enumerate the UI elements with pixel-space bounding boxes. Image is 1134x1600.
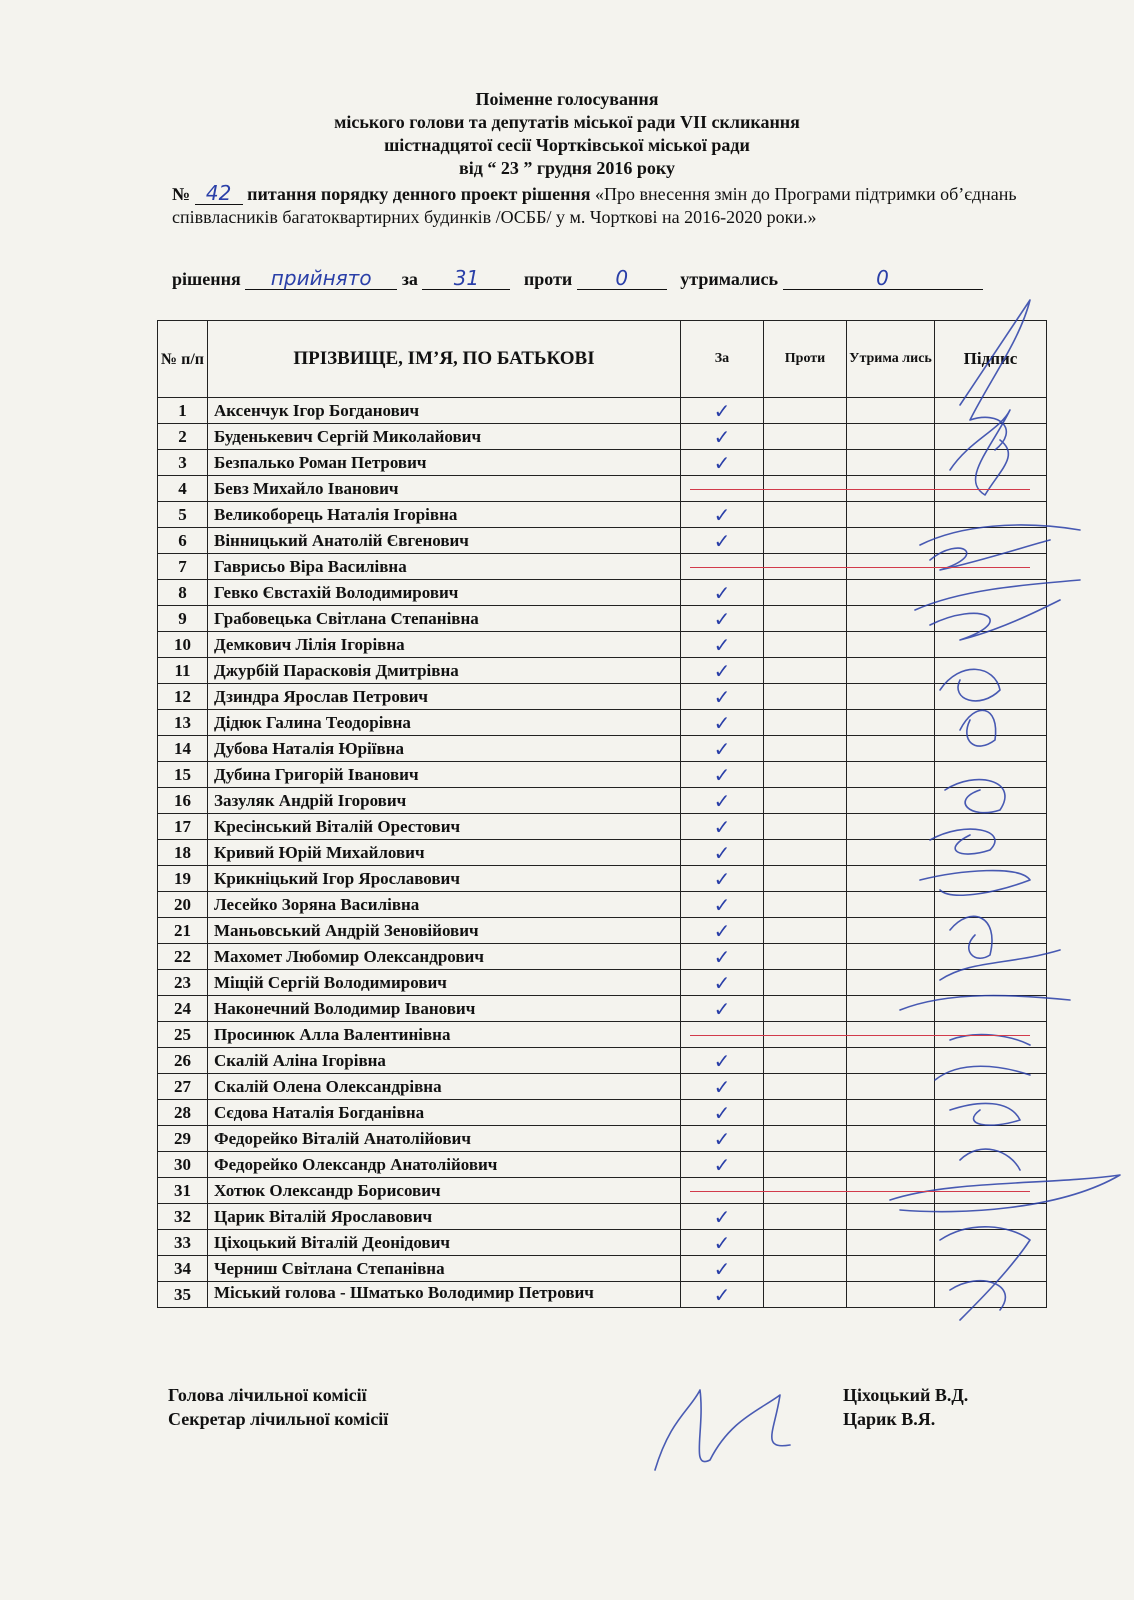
- vote-for-cell: [681, 762, 764, 788]
- chair-label: Голова лічильної комісії: [168, 1385, 367, 1405]
- signature-cell: [935, 502, 1047, 528]
- row-name: Джурбій Парасковія Дмитрівна: [208, 658, 681, 684]
- vote-abstain-cell: [847, 996, 935, 1022]
- vote-abstain-cell: [847, 1126, 935, 1152]
- vote-abstain-cell: [847, 1152, 935, 1178]
- vote-against-cell: [764, 502, 847, 528]
- vote-for-cell: [681, 1152, 764, 1178]
- vote-abstain-cell: [847, 840, 935, 866]
- table-row: [158, 1204, 1047, 1230]
- row-name: Ціхоцький Віталій Деонідович: [208, 1230, 681, 1256]
- vote-for-cell: [681, 1100, 764, 1126]
- question-paragraph: [172, 183, 1052, 229]
- table-row: [158, 1230, 1047, 1256]
- row-name: Царик Віталій Ярославович: [208, 1204, 681, 1230]
- absent-strike-line: [690, 489, 1030, 490]
- row-number: 20: [158, 892, 208, 918]
- vote-for-cell: [681, 996, 764, 1022]
- signature-cell: [935, 1048, 1047, 1074]
- vote-for-cell: [681, 736, 764, 762]
- vote-for-cell: [681, 1282, 764, 1308]
- row-name: Дубина Григорій Іванович: [208, 762, 681, 788]
- signature-cell: [935, 840, 1047, 866]
- row-name: Сєдова Наталія Богданівна: [208, 1100, 681, 1126]
- vote-for-cell: [681, 788, 764, 814]
- header-abstain: Утрима лись: [847, 321, 935, 398]
- row-number: 10: [158, 632, 208, 658]
- row-name: Міський голова - Шматько Володимир Петрович: [208, 1282, 681, 1308]
- table-row: [158, 762, 1047, 788]
- row-number: 25: [158, 1022, 208, 1048]
- vote-against-cell: [764, 632, 847, 658]
- signature-scribble: [655, 1390, 790, 1470]
- check-mark-icon: ✓: [713, 1256, 731, 1281]
- table-row: [158, 866, 1047, 892]
- table-row: [158, 788, 1047, 814]
- vote-abstain-cell: [847, 918, 935, 944]
- row-number: 28: [158, 1100, 208, 1126]
- row-number: 2: [158, 424, 208, 450]
- row-number: 12: [158, 684, 208, 710]
- doc-subtitle-session: шістнадцятої сесії Чортківської міської ради: [384, 135, 750, 155]
- row-number: 15: [158, 762, 208, 788]
- vote-against-cell: [764, 1256, 847, 1282]
- vote-for-cell: [681, 1126, 764, 1152]
- table-row: [158, 424, 1047, 450]
- vote-abstain-cell: [847, 814, 935, 840]
- vote-abstain-cell: [847, 658, 935, 684]
- vote-for-cell: [681, 970, 764, 996]
- table-row: [158, 580, 1047, 606]
- decision-value: прийнято: [270, 266, 372, 290]
- vote-abstain-cell: [847, 736, 935, 762]
- doc-subtitle-council: міського голови та депутатів міської ради VII скликання: [334, 112, 800, 132]
- question-number-value: 42: [205, 181, 232, 205]
- row-name: Федорейко Віталій Анатолійович: [208, 1126, 681, 1152]
- vote-for-cell: [681, 944, 764, 970]
- vote-against-cell: [764, 788, 847, 814]
- row-name: Дідюк Галина Теодорівна: [208, 710, 681, 736]
- check-mark-icon: ✓: [713, 658, 731, 683]
- table-row: [158, 1126, 1047, 1152]
- vote-abstain-cell: [847, 892, 935, 918]
- row-name: Наконечний Володимир Іванович: [208, 996, 681, 1022]
- vote-abstain-cell: [847, 944, 935, 970]
- vote-abstain-cell: [847, 1256, 935, 1282]
- row-number: 9: [158, 606, 208, 632]
- table-row: [158, 1100, 1047, 1126]
- vote-abstain-cell: [847, 450, 935, 476]
- row-name: Міщій Сергій Володимирович: [208, 970, 681, 996]
- vote-against-cell: [764, 1204, 847, 1230]
- vote-abstain-cell: [847, 606, 935, 632]
- check-mark-icon: ✓: [713, 1126, 731, 1151]
- vote-against-cell: [764, 1048, 847, 1074]
- signature-cell: [935, 606, 1047, 632]
- check-mark-icon: ✓: [713, 866, 731, 891]
- vote-against-cell: [764, 1230, 847, 1256]
- signature-cell: [935, 684, 1047, 710]
- question-lead: питання порядку денного проект рішення: [247, 184, 591, 204]
- decision-line: [172, 268, 1052, 291]
- check-mark-icon: ✓: [713, 450, 731, 475]
- vote-for-cell: [681, 710, 764, 736]
- table-row: [158, 606, 1047, 632]
- vote-against-cell: [764, 762, 847, 788]
- row-name: Крикніцький Ігор Ярославович: [208, 866, 681, 892]
- signature-cell: [935, 1256, 1047, 1282]
- against-field: [577, 268, 667, 290]
- vote-abstain-cell: [847, 970, 935, 996]
- row-name: Кресінський Віталій Орестович: [208, 814, 681, 840]
- vote-against-cell: [764, 892, 847, 918]
- row-name: Скалій Олена Олександрівна: [208, 1074, 681, 1100]
- row-name: Аксенчук Ігор Богданович: [208, 398, 681, 424]
- check-mark-icon: ✓: [713, 502, 731, 527]
- signature-cell: [935, 944, 1047, 970]
- vote-against-cell: [764, 528, 847, 554]
- check-mark-icon: ✓: [713, 814, 731, 839]
- table-row: [158, 710, 1047, 736]
- table-row: [158, 658, 1047, 684]
- signature-cell: [935, 1230, 1047, 1256]
- signature-cell: [935, 814, 1047, 840]
- abstain-field: [783, 268, 983, 290]
- vote-against-cell: [764, 424, 847, 450]
- check-mark-icon: ✓: [713, 528, 731, 553]
- header-signature: Підпис: [935, 321, 1047, 398]
- doc-title: Поіменне голосування: [475, 89, 659, 109]
- row-number: 35: [158, 1282, 208, 1308]
- vote-abstain-cell: [847, 866, 935, 892]
- vote-for-cell: [681, 450, 764, 476]
- row-name: Маньовський Андрій Зеновійович: [208, 918, 681, 944]
- row-number: 17: [158, 814, 208, 840]
- row-name: Безпалько Роман Петрович: [208, 450, 681, 476]
- for-field: [422, 268, 510, 290]
- check-mark-icon: ✓: [713, 1282, 731, 1307]
- vote-against-cell: [764, 866, 847, 892]
- table-row: [158, 1256, 1047, 1282]
- table-row: [158, 918, 1047, 944]
- row-name: Великоборець Наталія Ігорівна: [208, 502, 681, 528]
- row-number: 31: [158, 1178, 208, 1204]
- signature-cell: [935, 658, 1047, 684]
- vote-for-cell: [681, 1048, 764, 1074]
- row-number: 23: [158, 970, 208, 996]
- vote-against-cell: [764, 970, 847, 996]
- vote-against-cell: [764, 1282, 847, 1308]
- vote-against-cell: [764, 684, 847, 710]
- check-mark-icon: ✓: [713, 1152, 731, 1177]
- row-number: 26: [158, 1048, 208, 1074]
- table-header-row: [158, 321, 1047, 398]
- header-for: За: [681, 321, 764, 398]
- signature-cell: [935, 580, 1047, 606]
- signature-cell: [935, 1074, 1047, 1100]
- check-mark-icon: ✓: [713, 1230, 731, 1255]
- vote-for-cell: [681, 1256, 764, 1282]
- row-number: 34: [158, 1256, 208, 1282]
- row-name: Дзиндра Ярослав Петрович: [208, 684, 681, 710]
- row-number: 21: [158, 918, 208, 944]
- vote-abstain-cell: [847, 1204, 935, 1230]
- vote-against-cell: [764, 944, 847, 970]
- vote-against-cell: [764, 918, 847, 944]
- row-name: Буденькевич Сергій Миколайович: [208, 424, 681, 450]
- vote-for-cell: [681, 684, 764, 710]
- vote-table: [157, 320, 1047, 1308]
- row-name: Грабовецька Світлана Степанівна: [208, 606, 681, 632]
- vote-against-cell: [764, 1152, 847, 1178]
- signature-cell: [935, 398, 1047, 424]
- vote-for-cell: [681, 424, 764, 450]
- signature-cell: [935, 996, 1047, 1022]
- table-row: [158, 398, 1047, 424]
- vote-abstain-cell: [847, 632, 935, 658]
- row-name: Хотюк Олександр Борисович: [208, 1178, 681, 1204]
- vote-for-cell: [681, 866, 764, 892]
- vote-abstain-cell: [847, 502, 935, 528]
- vote-abstain-cell: [847, 684, 935, 710]
- vote-for-cell: [681, 814, 764, 840]
- check-mark-icon: ✓: [713, 684, 731, 709]
- row-number: 14: [158, 736, 208, 762]
- vote-against-cell: [764, 1126, 847, 1152]
- signature-cell: [935, 528, 1047, 554]
- against-value: 0: [615, 266, 629, 290]
- vote-for-cell: [681, 528, 764, 554]
- row-name: Бевз Михайло Іванович: [208, 476, 681, 502]
- vote-abstain-cell: [847, 1282, 935, 1308]
- row-number: 1: [158, 398, 208, 424]
- signature-cell: [935, 866, 1047, 892]
- table-row: [158, 944, 1047, 970]
- vote-abstain-cell: [847, 424, 935, 450]
- signature-cell: [935, 918, 1047, 944]
- check-mark-icon: ✓: [713, 762, 731, 787]
- absent-strike-line: [690, 567, 1030, 568]
- signature-cell: [935, 892, 1047, 918]
- secretary-name: Царик В.Я.: [843, 1409, 936, 1429]
- table-row: [158, 528, 1047, 554]
- row-name: Демкович Лілія Ігорівна: [208, 632, 681, 658]
- vote-for-cell: [681, 1230, 764, 1256]
- vote-against-cell: [764, 996, 847, 1022]
- vote-for-cell: [681, 632, 764, 658]
- row-number: 24: [158, 996, 208, 1022]
- table-row: [158, 502, 1047, 528]
- check-mark-icon: ✓: [713, 1204, 731, 1229]
- header-against: Проти: [764, 321, 847, 398]
- table-row: [158, 1074, 1047, 1100]
- row-name: Дубова Наталія Юріївна: [208, 736, 681, 762]
- check-mark-icon: ✓: [713, 580, 731, 605]
- row-number: 8: [158, 580, 208, 606]
- table-row: [158, 840, 1047, 866]
- vote-for-cell: [681, 398, 764, 424]
- vote-abstain-cell: [847, 1100, 935, 1126]
- decision-field: [245, 268, 397, 290]
- vote-table-body: [158, 398, 1047, 1308]
- table-row: [158, 1282, 1047, 1308]
- row-name: Вінницький Анатолій Євгенович: [208, 528, 681, 554]
- row-name: Скалій Аліна Ігорівна: [208, 1048, 681, 1074]
- question-text: «Про внесення змін до Програми підтримки об’єднань співвласників багатоквартирних будинків /ОСББ/ у м. Чорткові на 2016-2020 роки.»: [172, 184, 1017, 227]
- signature-cell: [935, 1282, 1047, 1308]
- row-name: Гаврисьо Віра Василівна: [208, 554, 681, 580]
- table-row: [158, 996, 1047, 1022]
- for-value: 31: [453, 266, 480, 290]
- row-number: 32: [158, 1204, 208, 1230]
- signature-cell: [935, 424, 1047, 450]
- vote-abstain-cell: [847, 398, 935, 424]
- check-mark-icon: ✓: [713, 1074, 731, 1099]
- check-mark-icon: ✓: [713, 736, 731, 761]
- row-name: Кривий Юрій Михайлович: [208, 840, 681, 866]
- vote-against-cell: [764, 736, 847, 762]
- signature-cell: [935, 736, 1047, 762]
- check-mark-icon: ✓: [713, 1100, 731, 1125]
- row-number: 4: [158, 476, 208, 502]
- check-mark-icon: ✓: [713, 788, 731, 813]
- decision-label: рішення: [172, 269, 241, 289]
- vote-against-cell: [764, 450, 847, 476]
- vote-abstain-cell: [847, 580, 935, 606]
- vote-for-cell: [681, 840, 764, 866]
- row-name: Зазуляк Андрій Ігорович: [208, 788, 681, 814]
- vote-against-cell: [764, 580, 847, 606]
- vote-abstain-cell: [847, 762, 935, 788]
- check-mark-icon: ✓: [713, 996, 731, 1021]
- row-number: 7: [158, 554, 208, 580]
- row-number: 6: [158, 528, 208, 554]
- vote-for-cell: [681, 606, 764, 632]
- vote-abstain-cell: [847, 528, 935, 554]
- vote-abstain-cell: [847, 710, 935, 736]
- signature-cell: [935, 1204, 1047, 1230]
- doc-date: від “ 23 ” грудня 2016 року: [459, 158, 675, 178]
- row-number: 18: [158, 840, 208, 866]
- vote-against-cell: [764, 398, 847, 424]
- check-mark-icon: ✓: [713, 970, 731, 995]
- absent-strike-line: [690, 1035, 1030, 1036]
- signature-cell: [935, 762, 1047, 788]
- vote-against-cell: [764, 1074, 847, 1100]
- row-name: Лесейко Зоряна Василівна: [208, 892, 681, 918]
- check-mark-icon: ✓: [713, 840, 731, 865]
- table-row: [158, 1152, 1047, 1178]
- signature-cell: [935, 632, 1047, 658]
- secretary-label: Секретар лічильної комісії: [168, 1409, 389, 1429]
- vote-abstain-cell: [847, 1074, 935, 1100]
- for-label: за: [401, 269, 418, 289]
- vote-against-cell: [764, 1100, 847, 1126]
- header-name: ПРІЗВИЩЕ, ІМ’Я, ПО БАТЬКОВІ: [208, 321, 681, 398]
- check-mark-icon: ✓: [713, 892, 731, 917]
- signature-cell: [935, 970, 1047, 996]
- vote-abstain-cell: [847, 1230, 935, 1256]
- check-mark-icon: ✓: [713, 918, 731, 943]
- vote-for-cell: [681, 658, 764, 684]
- signature-cell: [935, 1126, 1047, 1152]
- row-number: 19: [158, 866, 208, 892]
- chair-name: Ціхоцький В.Д.: [843, 1385, 969, 1405]
- check-mark-icon: ✓: [713, 944, 731, 969]
- vote-for-cell: [681, 892, 764, 918]
- signature-cell: [935, 788, 1047, 814]
- check-mark-icon: ✓: [713, 606, 731, 631]
- header-num: № п/п: [158, 321, 208, 398]
- abstain-value: 0: [876, 266, 889, 290]
- check-mark-icon: ✓: [713, 1048, 731, 1073]
- question-number-field: [195, 183, 243, 205]
- vote-for-cell: [681, 502, 764, 528]
- against-label: проти: [523, 269, 573, 289]
- row-name: Черниш Світлана Степанівна: [208, 1256, 681, 1282]
- table-row: [158, 1048, 1047, 1074]
- table-row: [158, 814, 1047, 840]
- row-name: Гевко Євстахій Володимирович: [208, 580, 681, 606]
- table-row: [158, 970, 1047, 996]
- row-number: 27: [158, 1074, 208, 1100]
- vote-against-cell: [764, 710, 847, 736]
- absent-strike-line: [690, 1191, 1030, 1192]
- signature-cell: [935, 710, 1047, 736]
- signature-cell: [935, 1100, 1047, 1126]
- vote-abstain-cell: [847, 1048, 935, 1074]
- check-mark-icon: ✓: [713, 710, 731, 735]
- check-mark-icon: ✓: [713, 424, 731, 449]
- table-row: [158, 684, 1047, 710]
- row-number: 33: [158, 1230, 208, 1256]
- row-number: 5: [158, 502, 208, 528]
- check-mark-icon: ✓: [713, 398, 731, 423]
- vote-for-cell: [681, 918, 764, 944]
- row-number: 13: [158, 710, 208, 736]
- row-name: Махомет Любомир Олександрович: [208, 944, 681, 970]
- table-row: [158, 450, 1047, 476]
- abstain-label: утримались: [680, 269, 778, 289]
- row-number: 11: [158, 658, 208, 684]
- vote-for-cell: [681, 1074, 764, 1100]
- table-row: [158, 892, 1047, 918]
- vote-abstain-cell: [847, 788, 935, 814]
- row-number: 3: [158, 450, 208, 476]
- vote-against-cell: [764, 658, 847, 684]
- vote-against-cell: [764, 814, 847, 840]
- row-number: 30: [158, 1152, 208, 1178]
- row-name: Просинюк Алла Валентинівна: [208, 1022, 681, 1048]
- signature-cell: [935, 450, 1047, 476]
- table-row: [158, 632, 1047, 658]
- question-number-label: №: [172, 184, 191, 204]
- row-number: 29: [158, 1126, 208, 1152]
- row-number: 16: [158, 788, 208, 814]
- vote-against-cell: [764, 840, 847, 866]
- row-number: 22: [158, 944, 208, 970]
- vote-for-cell: [681, 580, 764, 606]
- check-mark-icon: ✓: [713, 632, 731, 657]
- vote-against-cell: [764, 606, 847, 632]
- signature-cell: [935, 1152, 1047, 1178]
- row-name: Федорейко Олександр Анатолійович: [208, 1152, 681, 1178]
- vote-for-cell: [681, 1204, 764, 1230]
- table-row: [158, 736, 1047, 762]
